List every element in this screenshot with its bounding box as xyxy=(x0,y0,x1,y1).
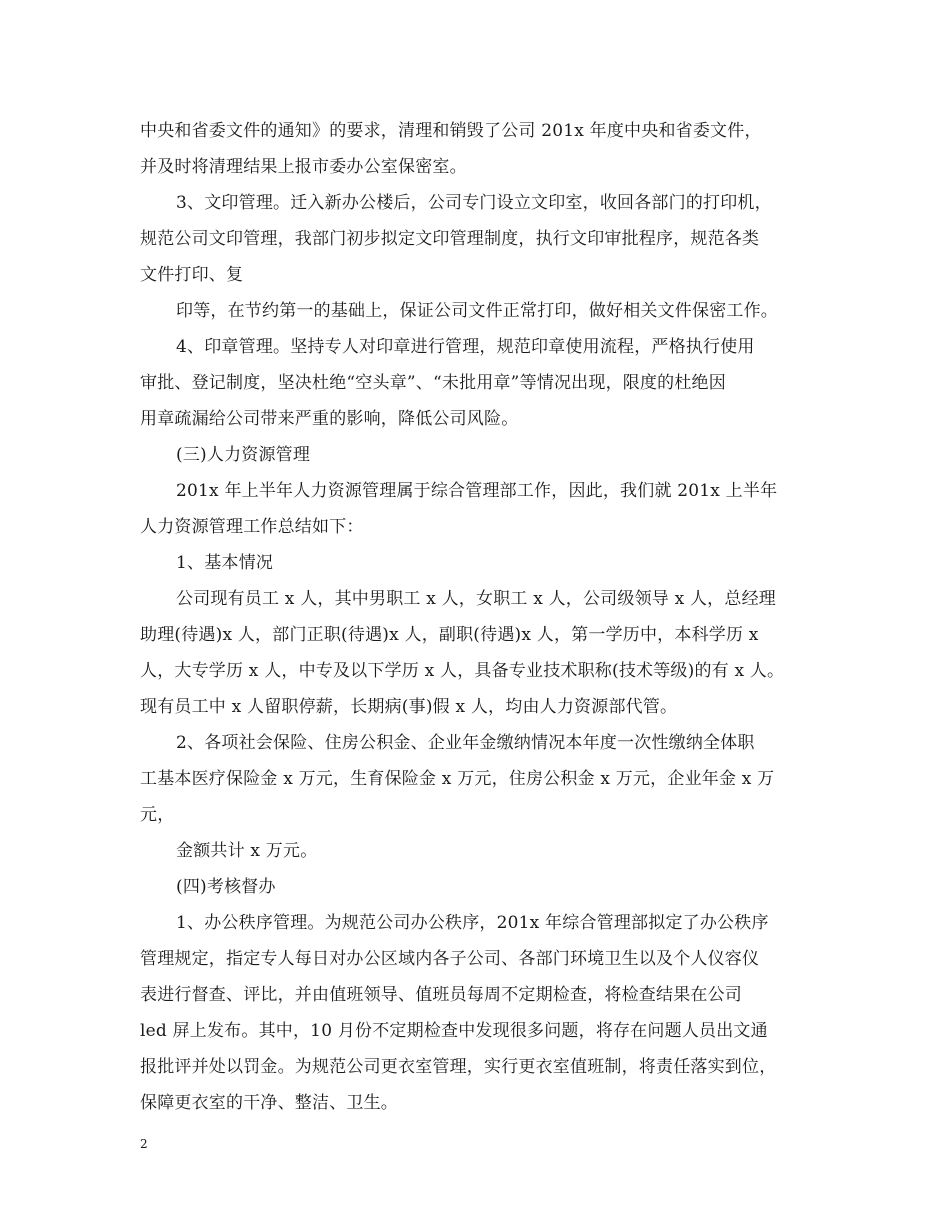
paragraph-line: 助理(待遇)x 人，部门正职(待遇)x 人，副职(待遇)x 人，第一学历中，本科学历 x xyxy=(140,625,759,645)
paragraph-line: 表进行督查、评比，并由值班领导、值班员每周不定期检查，将检查结果在公司 xyxy=(140,985,742,1005)
paragraph-line: 元， xyxy=(140,805,175,825)
paragraph-line: 公司现有员工 x 人，其中男职工 x 人，女职工 x 人，公司级领导 x 人，总经理 xyxy=(176,589,776,609)
paragraph-line: 4、印章管理。坚持专人对印章进行管理，规范印章使用流程，严格执行使用 xyxy=(176,337,755,357)
paragraph-line: 2、各项社会保险、住房公积金、企业年金缴纳情况本年度一次性缴纳全体职 xyxy=(176,733,755,753)
paragraph-line: 201x 年上半年人力资源管理属于综合管理部工作，因此，我们就 201x 上半年 xyxy=(176,481,778,501)
paragraph-line: 3、文印管理。迁入新办公楼后，公司专门设立文印室，收回各部门的打印机， xyxy=(176,193,772,213)
paragraph-line: 审批、登记制度，坚决杜绝“空头章”、“未批用章”等情况出现，限度的杜绝因 xyxy=(140,373,726,393)
subsection-heading: 1、基本情况 xyxy=(176,553,274,573)
paragraph-line: 中央和省委文件的通知》的要求，清理和销毁了公司 201x 年度中央和省委文件， xyxy=(140,121,762,141)
paragraph-line: 报批评并处以罚金。为规范公司更衣室管理，实行更衣室值班制，将责任落实到位， xyxy=(140,1057,777,1077)
paragraph-line: led 屏上发布。其中，10 月份不定期检查中发现很多问题，将存在问题人员出文通 xyxy=(140,1021,768,1041)
paragraph-line: 人，大专学历 x 人，中专及以下学历 x 人，具备专业技术职称(技术等级)的有 x 人。 xyxy=(140,661,785,681)
paragraph-line: 工基本医疗保险金 x 万元，生育保险金 x 万元，住房公积金 x 万元，企业年金 x 万 xyxy=(140,769,775,789)
section-heading: (三)人力资源管理 xyxy=(176,445,311,465)
paragraph-line: 人力资源管理工作总结如下： xyxy=(140,517,364,537)
paragraph-line: 保障更衣室的干净、整洁、卫生。 xyxy=(140,1093,398,1113)
paragraph-line: 管理规定，指定专人每日对办公区域内各子公司、各部门环境卫生以及个人仪容仪 xyxy=(140,949,760,969)
paragraph-line: 金额共计 x 万元。 xyxy=(176,841,318,861)
paragraph-line: 文件打印、复 xyxy=(140,265,244,285)
paragraph-line: 规范公司文印管理，我部门初步拟定文印管理制度，执行文印审批程序，规范各类 xyxy=(140,229,760,249)
section-heading: (四)考核督办 xyxy=(176,877,276,897)
paragraph-line: 现有员工中 x 人留职停薪，长期病(事)假 x 人，均由人力资源部代管。 xyxy=(140,697,678,717)
paragraph-line: 1、办公秩序管理。为规范公司办公秩序，201x 年综合管理部拟定了办公秩序 xyxy=(176,913,769,933)
paragraph-line: 并及时将清理结果上报市委办公室保密室。 xyxy=(140,157,467,177)
paragraph-line: 用章疏漏给公司带来严重的影响，降低公司风险。 xyxy=(140,409,519,429)
page-number: 2 xyxy=(140,1137,148,1151)
paragraph-line: 印等，在节约第一的基础上，保证公司文件正常打印，做好相关文件保密工作。 xyxy=(176,301,778,321)
